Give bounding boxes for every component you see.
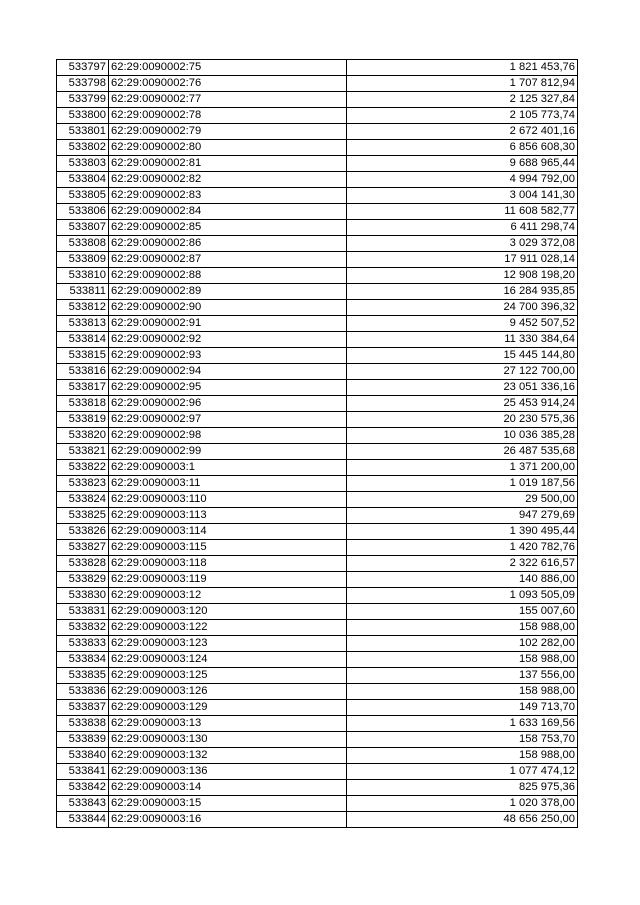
row-number-cell: 533799 xyxy=(57,92,109,108)
cadastral-number-cell: 62:29:0090003:132 xyxy=(109,748,347,764)
table-row xyxy=(57,364,578,380)
row-number-cell: 533830 xyxy=(57,588,109,604)
table-row xyxy=(57,204,578,220)
row-number-cell: 533813 xyxy=(57,316,109,332)
cadastral-number-cell: 62:29:0090003:15 xyxy=(109,796,347,812)
cadastral-value-cell: 25 453 914,24 xyxy=(347,396,578,412)
table-body xyxy=(57,60,578,828)
table-row xyxy=(57,76,578,92)
row-number-cell: 533837 xyxy=(57,700,109,716)
table-row xyxy=(57,476,578,492)
row-number-cell: 533812 xyxy=(57,300,109,316)
row-number-cell: 533810 xyxy=(57,268,109,284)
table-row xyxy=(57,700,578,716)
cadastral-value-cell: 2 125 327,84 xyxy=(347,92,578,108)
table-row xyxy=(57,124,578,140)
table-row xyxy=(57,396,578,412)
table-row xyxy=(57,492,578,508)
cadastral-value-cell: 17 911 028,14 xyxy=(347,252,578,268)
cadastral-number-cell: 62:29:0090002:86 xyxy=(109,236,347,252)
row-number-cell: 533805 xyxy=(57,188,109,204)
cadastral-value-cell: 1 019 187,56 xyxy=(347,476,578,492)
row-number-cell: 533825 xyxy=(57,508,109,524)
row-number-cell: 533801 xyxy=(57,124,109,140)
table-row xyxy=(57,556,578,572)
cadastral-value-cell: 140 886,00 xyxy=(347,572,578,588)
row-number-cell: 533802 xyxy=(57,140,109,156)
cadastral-value-cell: 11 608 582,77 xyxy=(347,204,578,220)
cadastral-number-cell: 62:29:0090002:77 xyxy=(109,92,347,108)
cadastral-value-cell: 158 988,00 xyxy=(347,684,578,700)
table-row xyxy=(57,444,578,460)
cadastral-value-cell: 149 713,70 xyxy=(347,700,578,716)
cadastral-number-cell: 62:29:0090003:13 xyxy=(109,716,347,732)
cadastral-number-cell: 62:29:0090003:126 xyxy=(109,684,347,700)
row-number-cell: 533798 xyxy=(57,76,109,92)
table-row xyxy=(57,668,578,684)
row-number-cell: 533815 xyxy=(57,348,109,364)
table-row xyxy=(57,252,578,268)
cadastral-number-cell: 62:29:0090003:119 xyxy=(109,572,347,588)
cadastral-number-cell: 62:29:0090003:113 xyxy=(109,508,347,524)
row-number-cell: 533807 xyxy=(57,220,109,236)
cadastral-value-cell: 26 487 535,68 xyxy=(347,444,578,460)
cadastral-value-cell: 1 707 812,94 xyxy=(347,76,578,92)
cadastral-value-cell: 137 556,00 xyxy=(347,668,578,684)
cadastral-value-cell: 825 975,36 xyxy=(347,780,578,796)
table-row xyxy=(57,636,578,652)
row-number-cell: 533818 xyxy=(57,396,109,412)
cadastral-value-cell: 12 908 198,20 xyxy=(347,268,578,284)
table-row xyxy=(57,332,578,348)
cadastral-value-cell: 1 077 474,12 xyxy=(347,764,578,780)
row-number-cell: 533843 xyxy=(57,796,109,812)
table-row xyxy=(57,460,578,476)
cadastral-number-cell: 62:29:0090002:94 xyxy=(109,364,347,380)
cadastral-value-cell: 2 105 773,74 xyxy=(347,108,578,124)
cadastral-value-cell: 158 753,70 xyxy=(347,732,578,748)
cadastral-value-cell: 48 656 250,00 xyxy=(347,812,578,828)
row-number-cell: 533821 xyxy=(57,444,109,460)
cadastral-number-cell: 62:29:0090002:98 xyxy=(109,428,347,444)
cadastral-value-cell: 16 284 935,85 xyxy=(347,284,578,300)
cadastral-value-cell: 2 672 401,16 xyxy=(347,124,578,140)
row-number-cell: 533797 xyxy=(57,60,109,76)
row-number-cell: 533819 xyxy=(57,412,109,428)
table-row xyxy=(57,92,578,108)
row-number-cell: 533834 xyxy=(57,652,109,668)
table-row xyxy=(57,508,578,524)
table-row xyxy=(57,172,578,188)
row-number-cell: 533817 xyxy=(57,380,109,396)
row-number-cell: 533811 xyxy=(57,284,109,300)
row-number-cell: 533808 xyxy=(57,236,109,252)
cadastral-value-cell: 1 093 505,09 xyxy=(347,588,578,604)
cadastral-number-cell: 62:29:0090003:110 xyxy=(109,492,347,508)
table-row xyxy=(57,620,578,636)
cadastral-number-cell: 62:29:0090002:82 xyxy=(109,172,347,188)
cadastral-number-cell: 62:29:0090002:85 xyxy=(109,220,347,236)
table-row xyxy=(57,812,578,828)
table-row xyxy=(57,748,578,764)
row-number-cell: 533803 xyxy=(57,156,109,172)
cadastral-number-cell: 62:29:0090003:122 xyxy=(109,620,347,636)
cadastral-number-cell: 62:29:0090002:80 xyxy=(109,140,347,156)
cadastral-value-cell: 11 330 384,64 xyxy=(347,332,578,348)
cadastral-number-cell: 62:29:0090002:91 xyxy=(109,316,347,332)
cadastral-number-cell: 62:29:0090002:97 xyxy=(109,412,347,428)
row-number-cell: 533816 xyxy=(57,364,109,380)
table-row xyxy=(57,140,578,156)
cadastral-number-cell: 62:29:0090002:83 xyxy=(109,188,347,204)
cadastral-value-cell: 158 988,00 xyxy=(347,748,578,764)
table-row xyxy=(57,428,578,444)
row-number-cell: 533809 xyxy=(57,252,109,268)
table-row xyxy=(57,412,578,428)
cadastral-number-cell: 62:29:0090003:123 xyxy=(109,636,347,652)
row-number-cell: 533806 xyxy=(57,204,109,220)
table-row xyxy=(57,60,578,76)
row-number-cell: 533800 xyxy=(57,108,109,124)
row-number-cell: 533820 xyxy=(57,428,109,444)
cadastral-value-cell: 2 322 616,57 xyxy=(347,556,578,572)
cadastral-number-cell: 62:29:0090002:89 xyxy=(109,284,347,300)
cadastral-number-cell: 62:29:0090003:115 xyxy=(109,540,347,556)
cadastral-value-cell: 158 988,00 xyxy=(347,620,578,636)
cadastral-value-cell: 6 411 298,74 xyxy=(347,220,578,236)
cadastral-value-cell: 23 051 336,16 xyxy=(347,380,578,396)
row-number-cell: 533832 xyxy=(57,620,109,636)
cadastral-number-cell: 62:29:0090003:114 xyxy=(109,524,347,540)
row-number-cell: 533814 xyxy=(57,332,109,348)
table-row xyxy=(57,780,578,796)
cadastral-value-cell: 10 036 385,28 xyxy=(347,428,578,444)
cadastral-value-cell: 1 371 200,00 xyxy=(347,460,578,476)
cadastral-value-cell: 3 004 141,30 xyxy=(347,188,578,204)
cadastral-number-cell: 62:29:0090003:136 xyxy=(109,764,347,780)
cadastral-value-cell: 1 020 378,00 xyxy=(347,796,578,812)
row-number-cell: 533829 xyxy=(57,572,109,588)
table-row xyxy=(57,268,578,284)
cadastral-number-cell: 62:29:0090003:16 xyxy=(109,812,347,828)
cadastral-number-cell: 62:29:0090002:99 xyxy=(109,444,347,460)
cadastral-number-cell: 62:29:0090003:11 xyxy=(109,476,347,492)
table-row xyxy=(57,316,578,332)
cadastral-number-cell: 62:29:0090002:84 xyxy=(109,204,347,220)
table-row xyxy=(57,796,578,812)
cadastral-number-cell: 62:29:0090002:96 xyxy=(109,396,347,412)
cadastral-value-cell: 15 445 144,80 xyxy=(347,348,578,364)
row-number-cell: 533833 xyxy=(57,636,109,652)
row-number-cell: 533804 xyxy=(57,172,109,188)
table-row xyxy=(57,524,578,540)
row-number-cell: 533838 xyxy=(57,716,109,732)
cadastral-number-cell: 62:29:0090002:95 xyxy=(109,380,347,396)
cadastral-value-cell: 155 007,60 xyxy=(347,604,578,620)
row-number-cell: 533824 xyxy=(57,492,109,508)
cadastral-number-cell: 62:29:0090003:130 xyxy=(109,732,347,748)
table-row xyxy=(57,652,578,668)
cadastral-number-cell: 62:29:0090002:93 xyxy=(109,348,347,364)
cadastral-value-cell: 3 029 372,08 xyxy=(347,236,578,252)
cadastral-number-cell: 62:29:0090002:76 xyxy=(109,76,347,92)
cadastral-number-cell: 62:29:0090003:125 xyxy=(109,668,347,684)
cadastral-value-cell: 6 856 608,30 xyxy=(347,140,578,156)
table-row xyxy=(57,716,578,732)
cadastral-number-cell: 62:29:0090003:118 xyxy=(109,556,347,572)
row-number-cell: 533831 xyxy=(57,604,109,620)
table-row xyxy=(57,284,578,300)
table-row xyxy=(57,588,578,604)
cadastral-value-cell: 1 821 453,76 xyxy=(347,60,578,76)
table-row xyxy=(57,732,578,748)
cadastral-number-cell: 62:29:0090003:124 xyxy=(109,652,347,668)
cadastral-number-cell: 62:29:0090002:78 xyxy=(109,108,347,124)
table-row xyxy=(57,108,578,124)
cadastral-number-cell: 62:29:0090003:120 xyxy=(109,604,347,620)
cadastral-number-cell: 62:29:0090002:90 xyxy=(109,300,347,316)
table-row xyxy=(57,348,578,364)
table-row xyxy=(57,236,578,252)
table-row xyxy=(57,300,578,316)
cadastral-value-cell: 20 230 575,36 xyxy=(347,412,578,428)
cadastral-number-cell: 62:29:0090003:14 xyxy=(109,780,347,796)
cadastral-value-cell: 947 279,69 xyxy=(347,508,578,524)
cadastral-value-cell: 1 390 495,44 xyxy=(347,524,578,540)
cadastral-value-cell: 27 122 700,00 xyxy=(347,364,578,380)
cadastral-value-cell: 1 420 782,76 xyxy=(347,540,578,556)
table-row xyxy=(57,572,578,588)
row-number-cell: 533822 xyxy=(57,460,109,476)
cadastral-number-cell: 62:29:0090002:87 xyxy=(109,252,347,268)
row-number-cell: 533826 xyxy=(57,524,109,540)
cadastral-number-cell: 62:29:0090003:1 xyxy=(109,460,347,476)
cadastral-value-cell: 24 700 396,32 xyxy=(347,300,578,316)
cadastral-value-cell: 158 988,00 xyxy=(347,652,578,668)
table-row xyxy=(57,380,578,396)
cadastral-value-cell: 9 688 965,44 xyxy=(347,156,578,172)
row-number-cell: 533835 xyxy=(57,668,109,684)
row-number-cell: 533839 xyxy=(57,732,109,748)
cadastral-value-cell: 9 452 507,52 xyxy=(347,316,578,332)
cadastral-value-table xyxy=(56,59,578,828)
row-number-cell: 533842 xyxy=(57,780,109,796)
table-row xyxy=(57,540,578,556)
cadastral-value-cell: 4 994 792,00 xyxy=(347,172,578,188)
row-number-cell: 533823 xyxy=(57,476,109,492)
table-row xyxy=(57,604,578,620)
cadastral-value-cell: 102 282,00 xyxy=(347,636,578,652)
cadastral-number-cell: 62:29:0090002:92 xyxy=(109,332,347,348)
row-number-cell: 533844 xyxy=(57,812,109,828)
cadastral-number-cell: 62:29:0090002:88 xyxy=(109,268,347,284)
row-number-cell: 533836 xyxy=(57,684,109,700)
table-row xyxy=(57,684,578,700)
cadastral-value-cell: 29 500,00 xyxy=(347,492,578,508)
cadastral-value-cell: 1 633 169,56 xyxy=(347,716,578,732)
cadastral-number-cell: 62:29:0090002:79 xyxy=(109,124,347,140)
cadastral-number-cell: 62:29:0090002:81 xyxy=(109,156,347,172)
table-row xyxy=(57,764,578,780)
row-number-cell: 533827 xyxy=(57,540,109,556)
table-row xyxy=(57,156,578,172)
cadastral-number-cell: 62:29:0090002:75 xyxy=(109,60,347,76)
row-number-cell: 533828 xyxy=(57,556,109,572)
table-row xyxy=(57,220,578,236)
cadastral-number-cell: 62:29:0090003:129 xyxy=(109,700,347,716)
row-number-cell: 533840 xyxy=(57,748,109,764)
row-number-cell: 533841 xyxy=(57,764,109,780)
table-row xyxy=(57,188,578,204)
cadastral-number-cell: 62:29:0090003:12 xyxy=(109,588,347,604)
